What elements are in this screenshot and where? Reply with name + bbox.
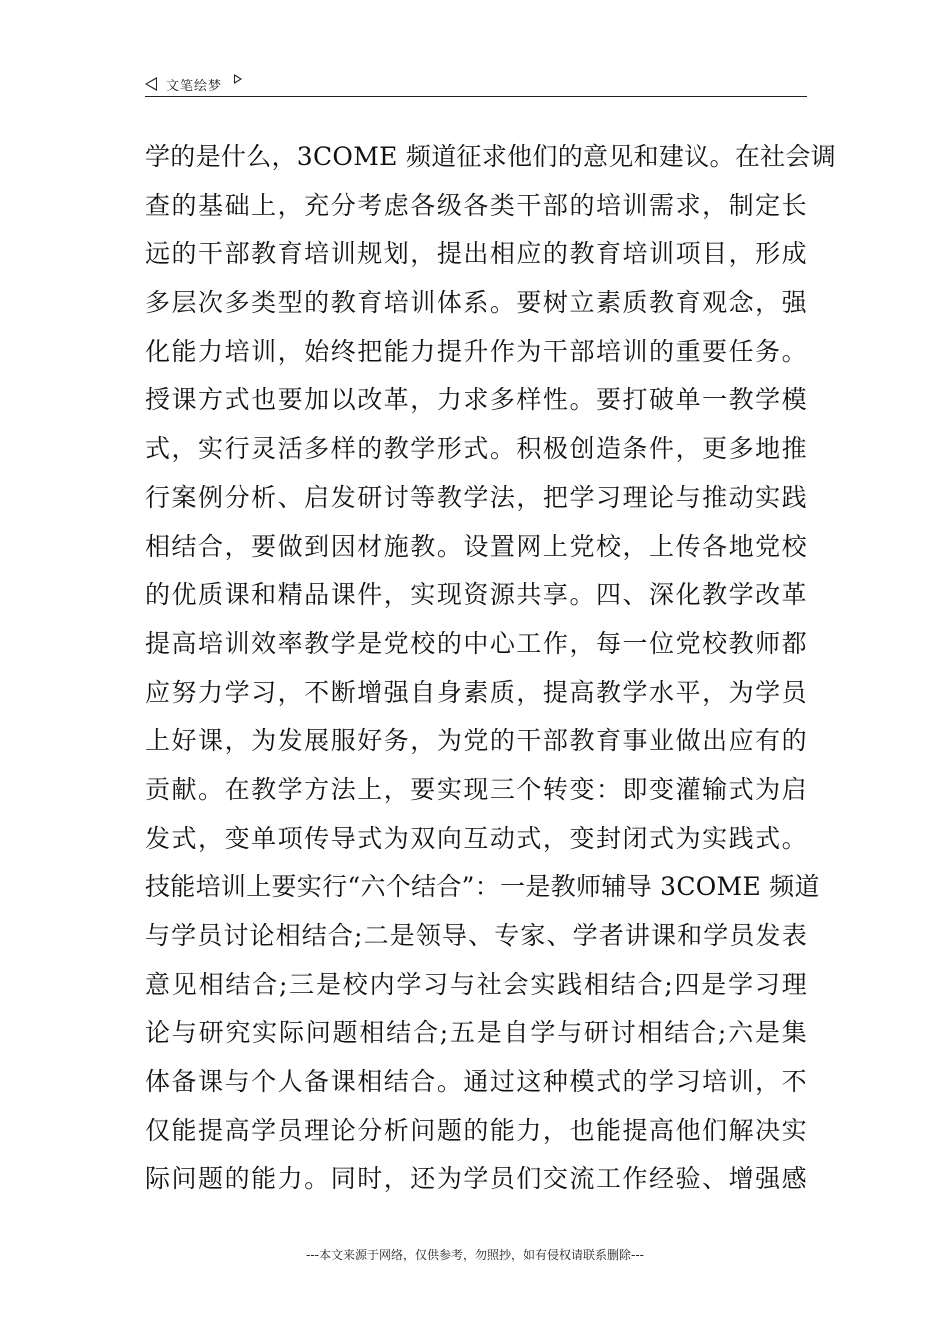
text-line: 应努力学习，不断增强自身素质，提高教学水平，为学员 — [145, 677, 807, 707]
text-line: 行案例分析、启发研讨等教学法，把学习理论与推动实践 — [145, 482, 807, 512]
text-line: 相结合，要做到因材施教。设置网上党校，上传各地党校 — [145, 531, 807, 561]
text-line: 式，实行灵活多样的教学形式。积极创造条件，更多地推 — [145, 434, 807, 464]
text-line: 查的基础上，充分考虑各级各类干部的培训需求，制定长 — [145, 190, 807, 220]
text-line: 学的是什么，3COME 频道征求他们的意见和建议。在社会调 — [145, 142, 837, 171]
text-line: 上好课，为发展服好务，为党的干部教育事业做出应有的 — [145, 726, 807, 756]
text-line: 论与研究实际问题相结合;五是自学与研讨相结合;六是集 — [145, 1018, 807, 1048]
text-line: 技能培训上要实行“六个结合”：一是教师辅导 3COME 频道 — [145, 872, 820, 902]
text-line: 仅能提高学员理论分析问题的能力，也能提高他们解决实 — [145, 1115, 807, 1145]
text-line: 体备课与个人备课相结合。通过这种模式的学习培训，不 — [145, 1067, 807, 1097]
text-line: 际问题的能力。同时，还为学员们交流工作经验、增强感 — [145, 1164, 807, 1194]
header-title: 文笔绘梦 — [166, 79, 223, 94]
text-line: 授课方式也要加以改革，力求多样性。要打破单一教学模 — [145, 385, 807, 415]
text-line: 贡献。在教学方法上，要实现三个转变：即变灌输式为启 — [145, 774, 807, 804]
text-line: 远的干部教育培训规划，提出相应的教育培训项目，形成 — [145, 239, 807, 269]
text-line: 意见相结合;三是校内学习与社会实践相结合;四是学习理 — [145, 969, 807, 999]
footer-disclaimer: ---本文来源于网络，仅供参考，勿照抄，如有侵权请联系删除--- — [306, 1248, 644, 1262]
text-line: 多层次多类型的教育培训体系。要树立素质教育观念，强 — [145, 288, 807, 318]
text-line: 化能力培训，始终把能力提升作为干部培训的重要任务。 — [145, 336, 807, 366]
text-line: 与学员讨论相结合;二是领导、专家、学者讲课和学员发表 — [145, 921, 807, 950]
right-triangle-icon — [234, 74, 242, 84]
text-line: 的优质课和精品课件，实现资源共享。四、深化教学改革 — [145, 580, 807, 610]
document-body — [145, 133, 837, 1204]
header-divider — [145, 96, 807, 97]
text-line: 发式，变单项传导式为双向互动式，变封闭式为实践式。 — [145, 823, 807, 853]
page-header — [145, 74, 807, 98]
text-line: 提高培训效率教学是党校的中心工作，每一位党校教师都 — [145, 628, 807, 658]
left-triangle-icon — [145, 77, 157, 91]
